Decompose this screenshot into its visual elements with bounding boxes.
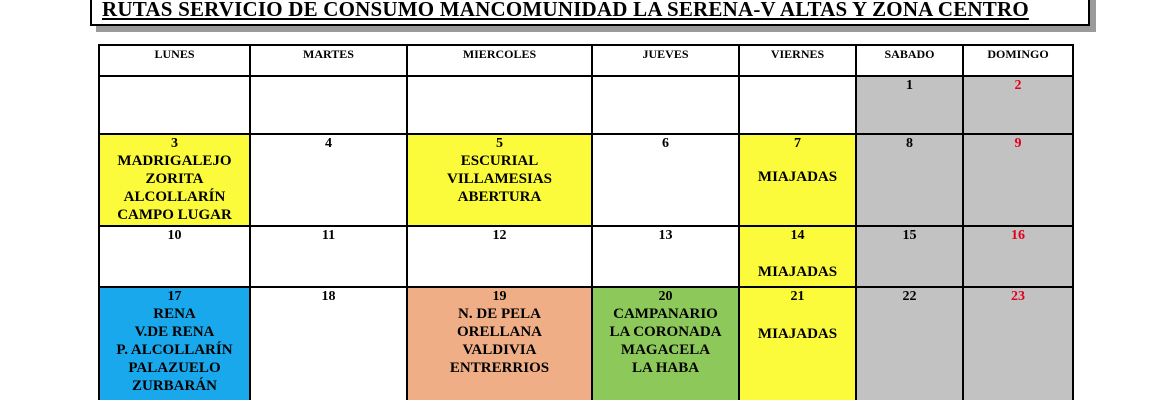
title-box (90, 0, 1090, 26)
route-location: CAMPO LUGAR (117, 207, 232, 223)
route-location: LA HABA (631, 360, 700, 376)
day-number: 15 (902, 228, 917, 243)
day-number: 2 (1014, 78, 1022, 93)
day-number: 7 (794, 136, 801, 151)
day-number: 9 (1014, 136, 1022, 151)
day-number: 23 (1011, 289, 1025, 304)
day-number: 8 (906, 136, 913, 151)
day-number: 19 (492, 289, 507, 304)
day-number: 13 (658, 228, 673, 243)
week-row (99, 134, 1073, 226)
day-cell (99, 134, 250, 226)
day-cell (963, 287, 1073, 400)
day-cell (250, 76, 407, 134)
week-row (99, 287, 1073, 400)
weekday-header: JUEVES (592, 45, 739, 76)
day-number: 4 (325, 136, 332, 151)
route-calendar (98, 44, 1074, 400)
day-cell (963, 76, 1073, 134)
day-number: 11 (321, 228, 336, 243)
route-location: MIAJADAS (757, 326, 838, 342)
route-location: VALDIVIA (462, 342, 537, 358)
day-cell (856, 134, 963, 226)
day-cell (407, 134, 592, 226)
day-number: 21 (790, 289, 805, 304)
route-location: LA CORONADA (609, 324, 722, 340)
day-cell (856, 287, 963, 400)
day-cell (592, 76, 739, 134)
day-number: 6 (662, 136, 669, 151)
day-cell (963, 226, 1073, 287)
day-cell (407, 226, 592, 287)
weekday-header: MARTES (250, 45, 407, 76)
day-cell (856, 226, 963, 287)
week-row (99, 226, 1073, 287)
page-title: RUTAS SERVICIO DE CONSUMO MANCOMUNIDAD LA SERENA-V ALTAS Y ZONA CENTRO (102, 0, 1029, 21)
route-location: MIAJADAS (757, 264, 838, 280)
weekday-header-row (99, 45, 1073, 76)
day-cell (250, 287, 407, 400)
route-location: ORELLANA (456, 324, 542, 340)
weekday-header: SABADO (856, 45, 963, 76)
route-location: ZURBARÁN (131, 378, 217, 394)
day-number: 3 (171, 136, 178, 151)
weekday-header: DOMINGO (963, 45, 1073, 76)
day-number: 12 (492, 228, 507, 243)
day-cell (739, 226, 856, 287)
day-cell (592, 287, 739, 400)
day-cell (250, 134, 407, 226)
route-location: MIAJADAS (757, 169, 838, 185)
day-cell (99, 76, 250, 134)
route-location: CAMPANARIO (613, 306, 718, 322)
day-cell (592, 134, 739, 226)
day-cell (963, 134, 1073, 226)
route-location: ESCURIAL (460, 153, 539, 169)
route-location: MADRIGALEJO (117, 153, 232, 169)
day-cell (856, 76, 963, 134)
route-location: P. ALCOLLARÍN (116, 342, 233, 358)
day-number: 5 (496, 136, 503, 151)
day-cell (739, 134, 856, 226)
route-location: VILLAMESIAS (446, 171, 553, 187)
route-location: ENTRERRIOS (449, 360, 550, 376)
week-row (99, 76, 1073, 134)
day-number: 22 (902, 289, 917, 304)
weekday-header: MIERCOLES (407, 45, 592, 76)
day-number: 16 (1011, 228, 1025, 243)
weekday-header: VIERNES (739, 45, 856, 76)
day-cell (739, 287, 856, 400)
day-cell (99, 226, 250, 287)
day-cell (99, 287, 250, 400)
weekday-header: LUNES (99, 45, 250, 76)
day-number: 18 (321, 289, 336, 304)
day-number: 20 (658, 289, 673, 304)
day-cell (592, 226, 739, 287)
route-location: V.DE RENA (134, 324, 215, 340)
day-number: 1 (906, 78, 913, 93)
day-cell (407, 287, 592, 400)
day-number: 14 (790, 228, 805, 243)
route-location: PALAZUELO (128, 360, 221, 376)
route-location: N. DE PELA (458, 306, 541, 322)
route-location: ZORITA (145, 171, 204, 187)
route-location: RENA (153, 306, 196, 322)
day-number: 17 (167, 289, 182, 304)
day-cell (250, 226, 407, 287)
route-location: MAGACELA (620, 342, 711, 358)
route-location: ALCOLLARÍN (123, 189, 226, 205)
day-cell (739, 76, 856, 134)
route-location: ABERTURA (457, 189, 542, 205)
day-cell (407, 76, 592, 134)
day-number: 10 (167, 228, 182, 243)
